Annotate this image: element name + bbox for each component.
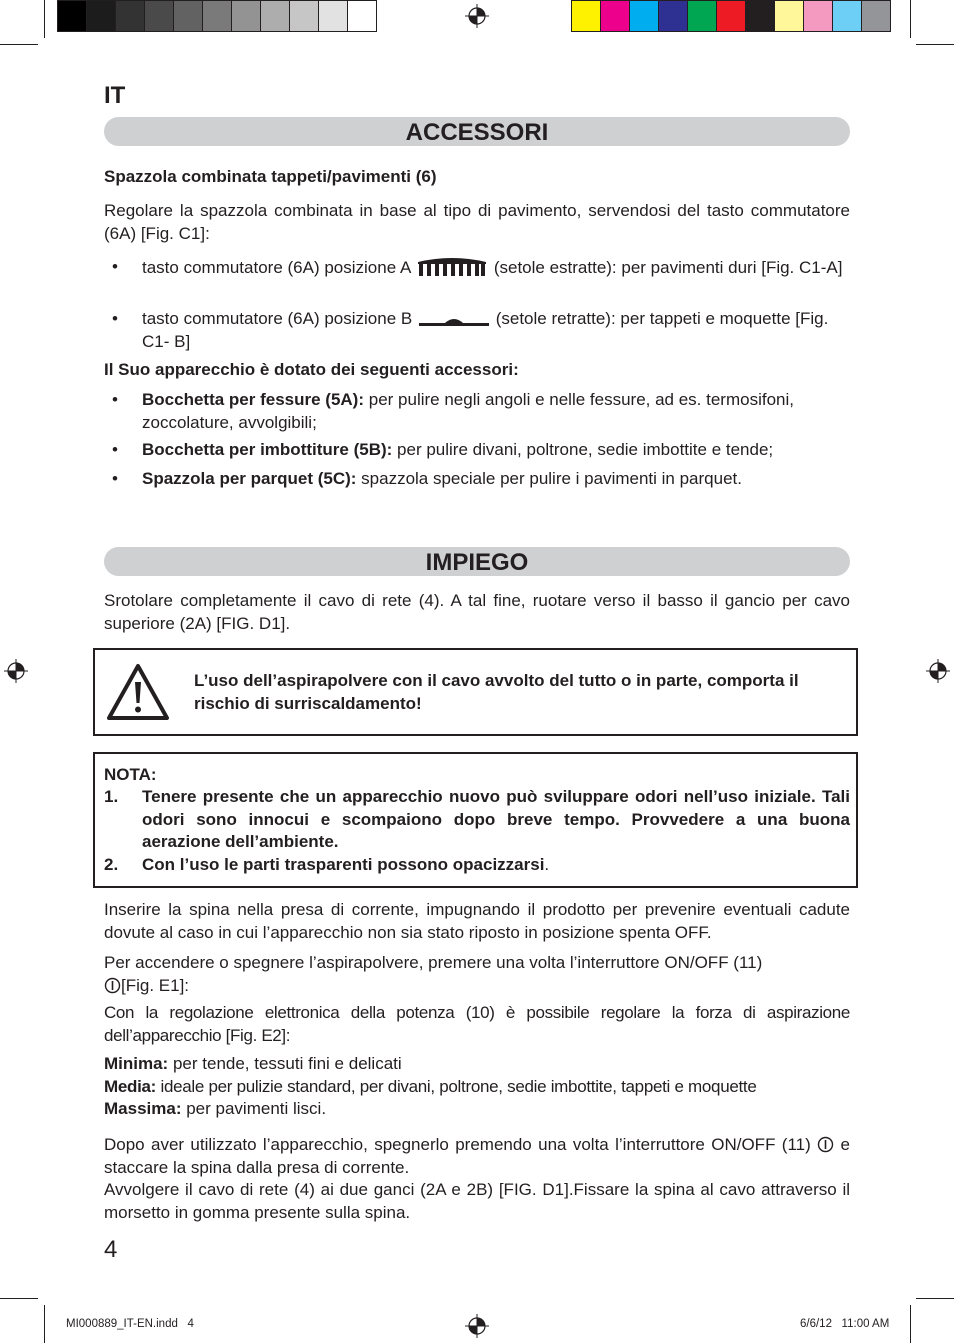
footer-date: 6/6/12 11:00 AM [800, 1318, 890, 1330]
color-swatch [775, 1, 804, 31]
color-swatch [145, 1, 174, 31]
note-text: Con l’uso le parti trasparenti possono opacizzarsi [142, 855, 545, 874]
suction-level [104, 1076, 850, 1099]
color-swatch [630, 1, 659, 31]
power-icon [104, 977, 121, 994]
accessory-item: • Bocchetta per imbottiture (5B): per pulire divani, poltrone, sedie imbottite e tende; [112, 440, 774, 459]
color-swatch [319, 1, 348, 31]
level-name: Media: [104, 1076, 157, 1096]
language-code: IT [104, 82, 126, 109]
crop-mark [916, 44, 954, 45]
accessory-desc: per pulire divani, poltrone, sedie imbottite e tende; [397, 440, 774, 459]
switch-off-text: Dopo aver utilizzato l’apparecchio, spegnerlo premendo una volta l’interruttore ON/OFF (11) [104, 1135, 811, 1154]
switch-off-paragraph [104, 1134, 850, 1179]
intro-paragraph: Regolare la spazzola combinata in base al tipo di pavimento, servendosi del tasto commutatore (6A) [Fig. C1]: [104, 201, 850, 243]
crop-mark [44, 1305, 45, 1343]
color-swatch [688, 1, 717, 31]
bristles-retracted-icon [417, 311, 491, 327]
crop-mark [44, 0, 45, 38]
note-text: Tenere presente che un apparecchio nuovo può sviluppare odori nell’uso iniziale. Tali odori sono innocui e scompaiono dopo breve tempo. Provvedere a una buona aerazione dell’ambiente. [142, 787, 850, 851]
color-swatch [717, 1, 746, 31]
color-swatch [174, 1, 203, 31]
color-swatch [87, 1, 116, 31]
color-swatch [261, 1, 290, 31]
unwind-cable-paragraph: Srotolare completamente il cavo di rete (4). A tal fine, ruotare verso il basso il gancio per cavo superiore (2A) [FIG. D1]. [104, 591, 850, 633]
subheading-accessories: Il Suo apparecchio è dotato dei seguenti accessori: [104, 360, 519, 379]
crop-mark [910, 1305, 911, 1343]
section-title-impiego: IMPIEGO [104, 547, 850, 576]
crop-mark [910, 0, 911, 38]
power-regulation-paragraph: Con la regolazione elettronica della potenza (10) è possibile regolare la forza di aspirazione dell’apparecchio [Fig. E2]: [104, 1003, 850, 1045]
position-a-text: tasto commutatore (6A) posizione A [142, 258, 411, 277]
color-swatch [290, 1, 319, 31]
bullet-position-b: • tasto commutatore (6A) posizione B (setole retratte): per tappeti e moquette [Fig. C1- B] [112, 309, 829, 351]
color-swatch [804, 1, 833, 31]
section-title-accessori: ACCESSORI [104, 117, 850, 146]
color-swatch [659, 1, 688, 31]
note-title: NOTA: [104, 765, 157, 784]
accessory-name: Bocchetta per imbottiture (5B): [142, 440, 393, 459]
accessory-desc: per pulire negli angoli e nelle fessure, ad es. termosifoni, zoccolature, avvolgibili; [142, 390, 794, 432]
level-name: Minima: [104, 1054, 169, 1073]
color-swatch [833, 1, 862, 31]
plug-in-paragraph: Inserire la spina nella presa di corrente, impugnando il prodotto per prevenire eventuali cadute dovute al caso in cui l’apparecchio non sia stato riposto in posizione spenta OFF. [104, 900, 850, 942]
position-b-desc: (setole retratte): per tappeti e moquette [Fig. C1- B] [142, 309, 829, 351]
note-item [104, 786, 850, 854]
level-desc: per tende, tessuti fini e delicati [172, 1054, 402, 1073]
suction-level [104, 1053, 850, 1076]
color-swatch [348, 1, 376, 31]
accessory-desc: spazzola speciale per pulire i pavimenti in parquet. [361, 469, 742, 488]
note-item [104, 854, 850, 877]
level-desc: per pavimenti lisci. [186, 1099, 327, 1118]
level-name: Massima: [104, 1099, 182, 1118]
color-swatch [58, 1, 87, 31]
warning-box [93, 648, 858, 736]
color-swatch [746, 1, 775, 31]
crop-mark [0, 44, 38, 45]
warning-text: L’uso dell’aspirapolvere con il cavo avvolto del tutto o in parte, comporta il rischio di surriscaldamento! [194, 671, 799, 713]
note-box [93, 752, 858, 888]
bristles-extended-icon [415, 256, 489, 278]
color-swatch [232, 1, 261, 31]
color-swatch [572, 1, 601, 31]
accessory-item: • Bocchetta per fessure (5A): per pulire negli angoli e nelle fessure, ad es. termosifoni, zoccolature, avvolgibili; [112, 390, 794, 432]
power-switch-text: Per accendere o spegnere l’aspirapolvere, premere una volta l’interruttore ON/OFF (11) [104, 953, 763, 972]
registration-mark-icon [4, 659, 28, 683]
grayscale-color-bar [57, 0, 377, 32]
rewind-cable-paragraph: Avvolgere il cavo di rete (4) ai due ganci (2A e 2B) [FIG. D1].Fissare la spina al cavo attraverso il morsetto in gomma presente sulla spina. [104, 1180, 850, 1222]
process-color-bar [571, 0, 891, 32]
position-b-text: tasto commutatore (6A) posizione B [142, 309, 413, 328]
color-swatch [862, 1, 890, 31]
accessory-name: Bocchetta per fessure (5A): [142, 390, 365, 409]
position-a-desc: (setole estratte): per pavimenti duri [Fig. C1-A] [493, 258, 843, 277]
footer-filename: MI000889_IT-EN.indd 4 [66, 1318, 194, 1330]
crop-mark [916, 1298, 954, 1299]
page-number: 4 [104, 1236, 118, 1263]
note-number: 1. [104, 787, 119, 806]
color-swatch [203, 1, 232, 31]
registration-mark-icon [465, 1314, 489, 1338]
power-icon [817, 1136, 834, 1153]
registration-mark-icon [465, 4, 489, 28]
bullet-position-a: • tasto commutatore (6A) posizione A (setole estratte): per pavimenti duri [Fig. C1-A] [112, 257, 843, 277]
color-swatch [116, 1, 145, 31]
note-tail: . [544, 855, 550, 874]
crop-mark [0, 1298, 38, 1299]
note-number: 2. [104, 855, 119, 874]
power-switch-paragraph [104, 952, 850, 997]
color-swatch [601, 1, 630, 31]
warning-triangle-icon [105, 662, 171, 722]
level-desc: ideale per pulizie standard, per divani, poltrone, sedie imbottite, tappeti e moquette [160, 1076, 757, 1096]
suction-level [104, 1098, 850, 1121]
accessory-item: • Spazzola per parquet (5C): spazzola speciale per pulire i pavimenti in parquet. [112, 469, 742, 488]
registration-mark-icon [926, 659, 950, 683]
accessory-name: Spazzola per parquet (5C): [142, 469, 357, 488]
subheading-combined-brush: Spazzola combinata tappeti/pavimenti (6) [104, 167, 437, 186]
figure-reference: [Fig. E1]: [121, 975, 190, 995]
switch-off-desc: e staccare la spina dalla presa di corrente. [104, 1135, 850, 1177]
suction-level-list [104, 1053, 850, 1121]
